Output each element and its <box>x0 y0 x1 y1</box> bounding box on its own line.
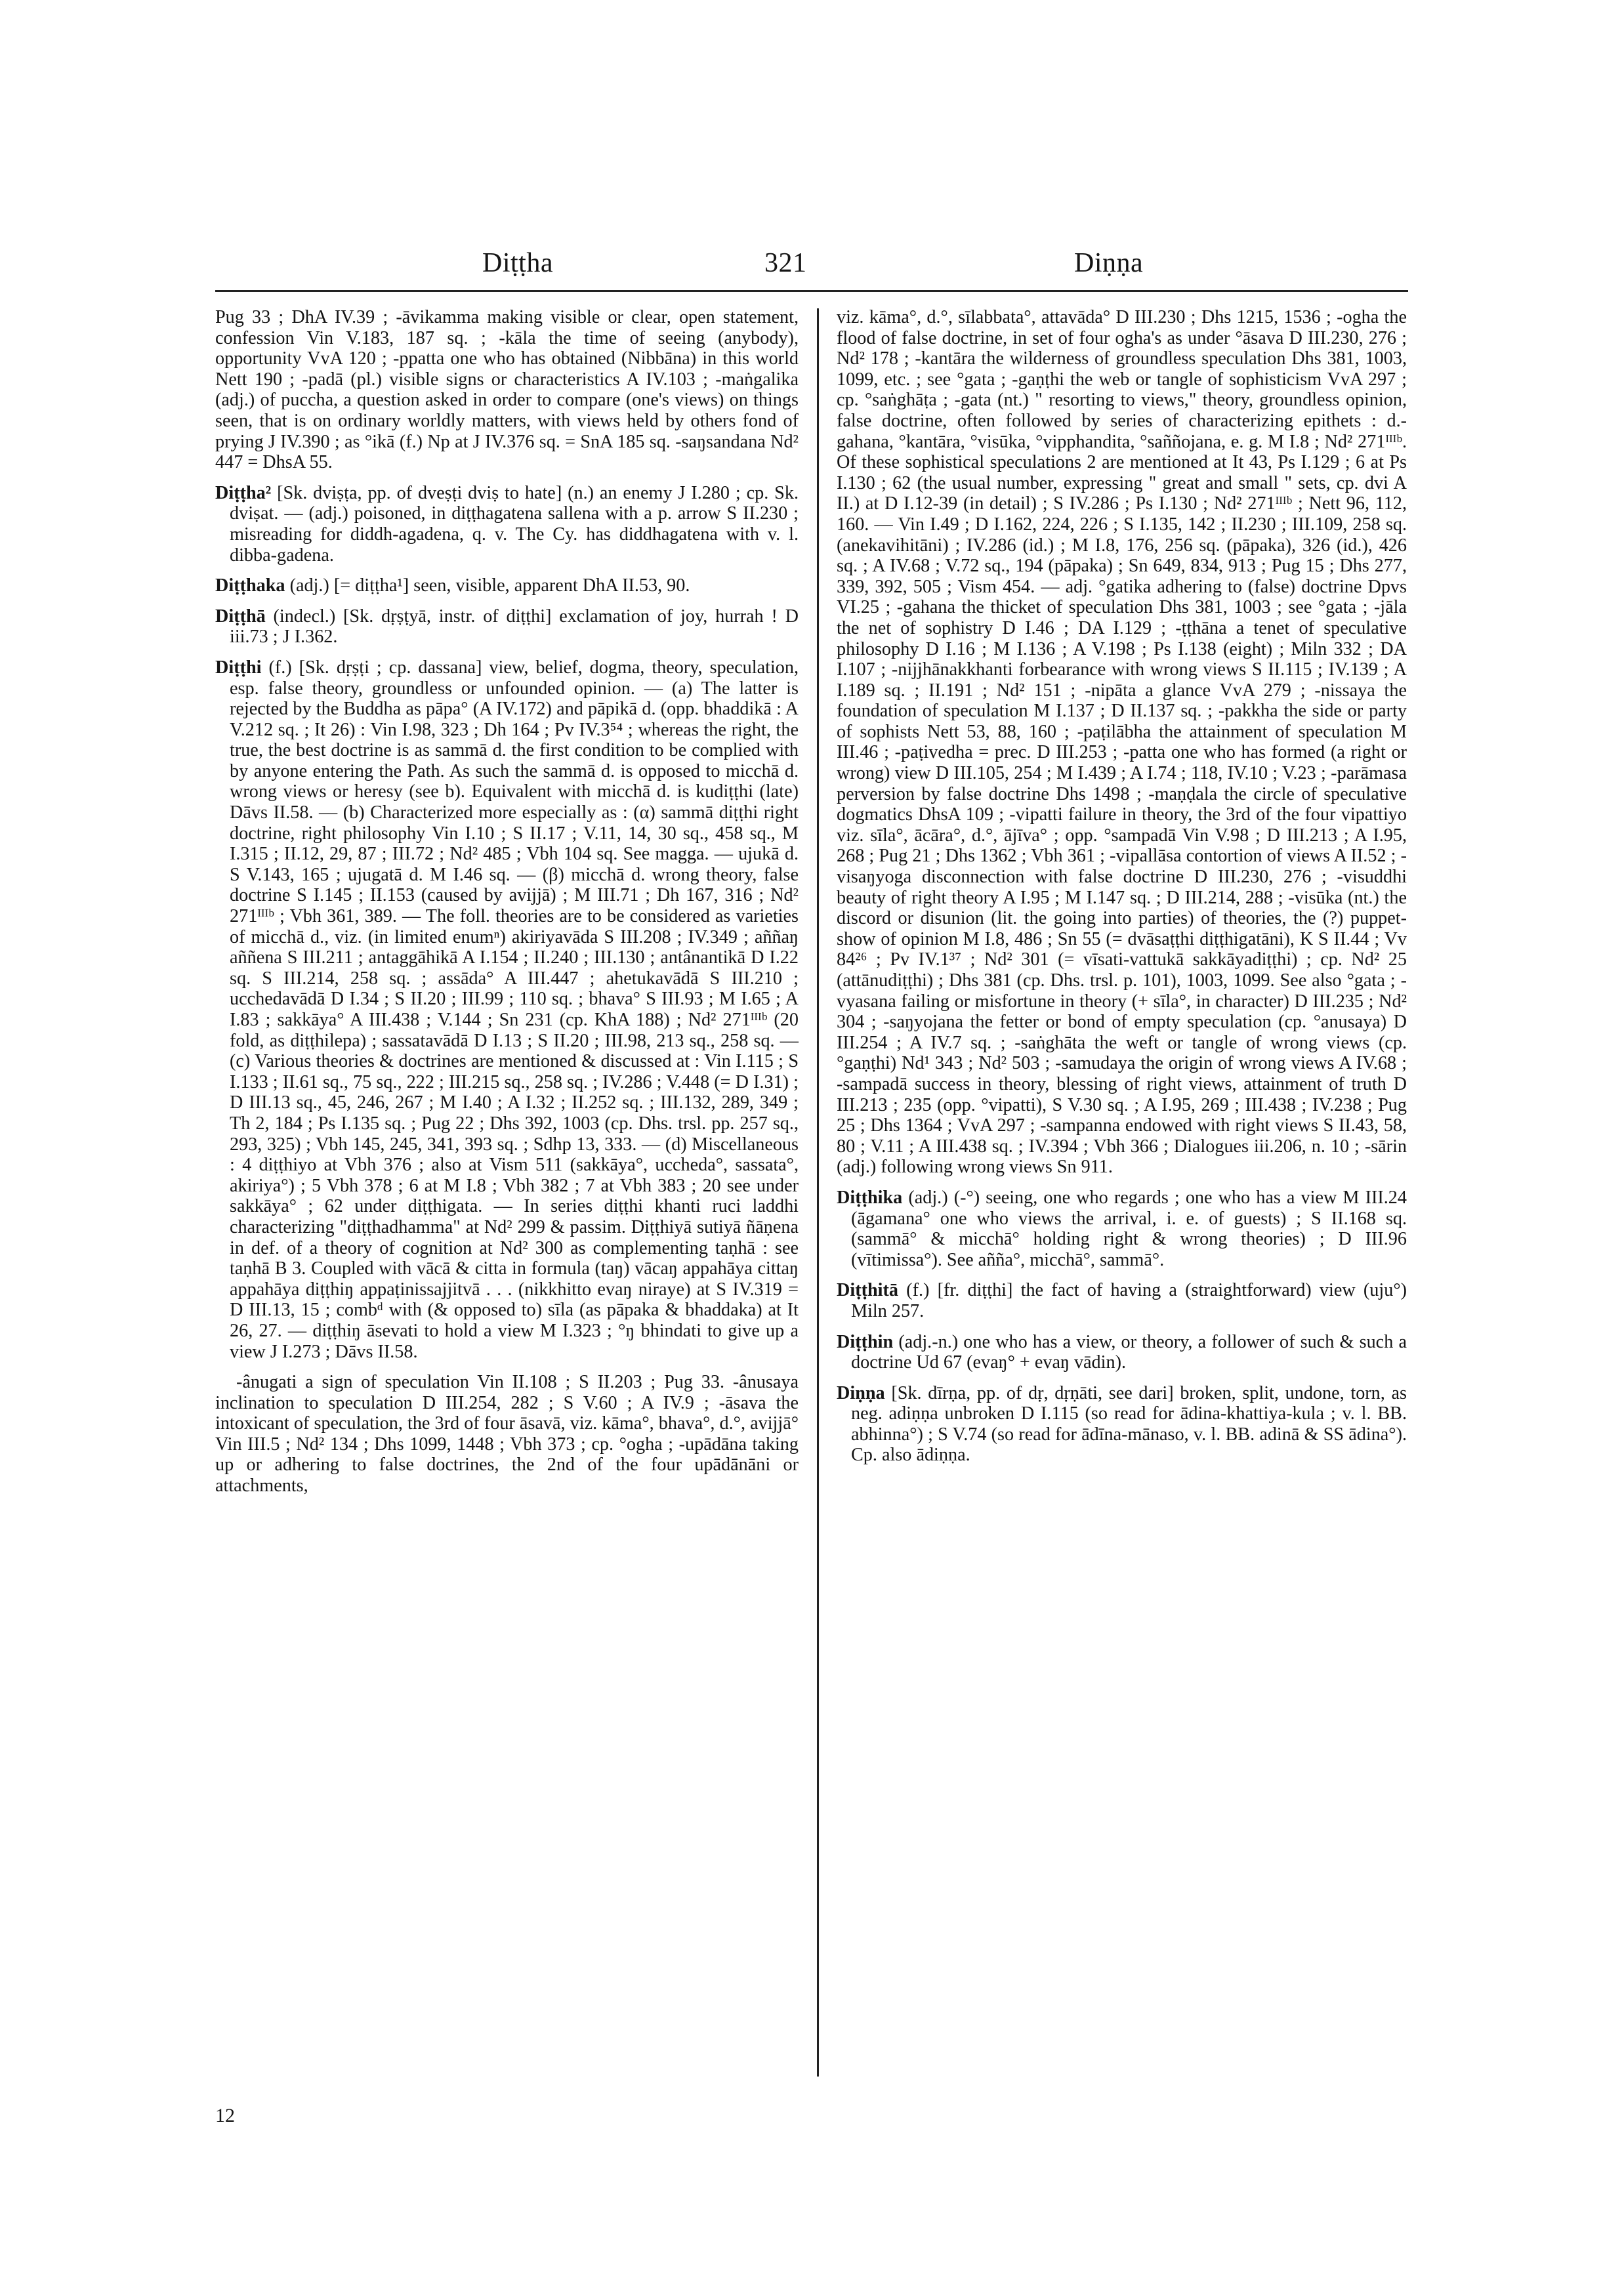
entry-headword: Diṭṭhin <box>837 1331 894 1352</box>
running-head-left: Diṭṭha <box>482 248 553 278</box>
entry-headword: Diṭṭhi <box>215 657 262 678</box>
continued-entry-text <box>215 307 799 473</box>
dictionary-entry <box>215 575 799 596</box>
entry-headword: Diṇṇa <box>837 1382 885 1403</box>
dictionary-entry <box>215 483 799 566</box>
dictionary-entry <box>837 1280 1407 1321</box>
entry-body: (adj.-n.) one who has a view, or theory, a follower of such & such a doctrine Ud 67 (evaŋ° + evaŋ vādin). <box>851 1331 1407 1373</box>
page-number: 321 <box>764 248 807 278</box>
running-head-right: Diṇṇa <box>1074 248 1144 278</box>
dictionary-entry <box>837 1188 1407 1270</box>
entry-headword: Diṭṭhitā <box>837 1280 898 1301</box>
right-column <box>837 307 1407 1476</box>
entry-headword: Diṭṭhā <box>215 606 266 627</box>
entry-body: -ânugati a sign of speculation Vin II.108 ; S II.203 ; Pug 33. -ânusaya inclination to speculation D III.254, 282 ; S V.60 ; A IV.9 ; -āsava the intoxicant of speculation, the 3rd of four āsavā, viz. kāma°, bhava°, d.°, avijjā° Vin III.5 ; Nd² 134 ; Dhs 1099, 1448 ; Vbh 373 ; cp. °ogha ; -upādāna taking up or adhering to false doctrines, the 2nd of the four upādānāni or attachments, <box>215 1372 799 1497</box>
dictionary-entry <box>215 606 799 648</box>
dictionary-entry <box>215 657 799 1362</box>
dictionary-entry <box>837 1383 1407 1466</box>
header-rule <box>215 290 1408 292</box>
entry-body: (adj.) [= diṭṭha¹] seen, visible, apparent DhA II.53, 90. <box>285 575 690 596</box>
column-divider <box>817 308 819 2077</box>
entry-body: (adj.) (-°) seeing, one who regards ; one who has a view M III.24 (āgamana° one who views the arrival, i. e. of guests) ; S II.168 sq. (sammā° & micchā° holding right & wrong theories) ; D III.96 (vītimissa°). See añña°, micchā°, sammā°. <box>851 1187 1407 1270</box>
left-column <box>215 307 799 1506</box>
compound-list-paragraph <box>215 1372 799 1497</box>
entry-body: (f.) [fr. diṭṭhi] the fact of having a (straightforward) view (uju°) Miln 257. <box>851 1280 1407 1321</box>
dictionary-entry <box>837 1332 1407 1373</box>
entry-headword: Diṭṭhika <box>837 1187 903 1208</box>
entry-body: (indecl.) [Sk. dṛṣṭyā, instr. of diṭṭhi] exclamation of joy, hurrah ! D iii.73 ; J I.362. <box>230 606 799 648</box>
entry-headword: Diṭṭha² <box>215 482 272 503</box>
entry-body: viz. kāma°, d.°, sīlabbata°, attavāda° D III.230 ; Dhs 1215, 1536 ; -ogha the flood of false doctrine, in set of four ogha's as under °āsava D III.230, 276 ; Nd² 178 ; -kantāra the wilderness of groundless speculation Dhs 381, 1003, 1099, etc. ; see °gata ; -gaṇṭhi the web or tangle of sophisticism VvA 297 ; cp. °saṅghāṭa ; -gata (nt.) " resorting to views," theory, groundless opinion, false doctrine, often followed by series of characterizing epithets : d.-gahana, °kantāra, °visūka, °vipphandita, °saññojana, e. g. M I.8 ; Nd² 271ᴵᴵᴵᵇ. Of these sophistical speculations 2 are mentioned at It 43, Ps I.129 ; 6 at Ps I.130 ; 62 (the usual number, expressing " great and small " sets, cp. dvi A II.) at D I.12-39 (in detail) ; S IV.286 ; Ps I.130 ; Nd² 271ᴵᴵᴵᵇ ; Nett 96, 112, 160. — Vin I.49 ; D I.162, 224, 226 ; S I.135, 142 ; II.230 ; III.109, 258 sq. (anekavihitāni) ; IV.286 (id.) ; M I.8, 176, 256 sq. (pāpaka), 326 (id.), 426 sq. ; A IV.68 ; V.72 sq., 194 (pāpaka) ; Sn 649, 834, 913 ; Pug 15 ; Dhs 277, 339, 392, 505 ; Vism 454. — adj. °gatika adhering to (false) doctrine Dpvs VI.25 ; -gahana the thicket of speculation Dhs 381, 1003 ; see °gata ; -jāla the net of sophistry D I.46 ; DA I.129 ; -ṭṭhāna a tenet of speculative philosophy D I.16 ; M I.136 ; A V.198 ; Ps I.138 (eight) ; Miln 332 ; DA I.107 ; -nijjhānakkhanti forbearance with wrong views S II.115 ; IV.139 ; A I.189 sq. ; II.191 ; Nd² 151 ; -nipāta a glance VvA 279 ; -nissaya the foundation of speculation M I.137 ; D II.137 sq. ; -pakkha the side or party of sophists Nett 53, 88, 160 ; -paṭilābha the attainment of speculation M III.46 ; -paṭivedha = prec. D III.253 ; -patta one who has formed (a right or wrong) view D III.105, 254 ; M I.439 ; A I.74 ; 118, IV.10 ; V.23 ; -parāmasa perversion by false doctrine Dhs 1498 ; -maṇḍala the circle of speculative dogmatics DhsA 109 ; -vipatti failure in theory, the 3rd of the four vipattiyo viz. sīla°, ācāra°, d.°, ājīva° ; opp. °sampadā Vin V.98 ; D III.213 ; A I.95, 268 ; Pug 21 ; Dhs 1362 ; Vbh 361 ; -vipallāsa contortion of views A II.52 ; -visaŋyoga disconnection with false doctrine D III.230, 276 ; -visuddhi beauty of right theory A I.95 ; M I.147 sq. ; D III.214, 288 ; -visūka (nt.) the discord or disunion (lit. the going into parties) of theories, the (?) puppet-show of opinion M I.8, 486 ; Sn 55 (= dvāsaṭṭhi diṭṭhigatāni), K S II.44 ; Vv 84²⁶ ; Pv IV.1³⁷ ; Nd² 301 (= vīsati-vattukā sakkāyadiṭṭhi) ; cp. Nd² 25 (attānudiṭṭhi) ; Dhs 381 (cp. Dhs. trsl. p. 101), 1003, 1099. See also °gata ; -vyasana failing or misfortune in theory (+ sīla°, in character) D III.235 ; Nd² 304 ; -saŋyojana the fetter or bond of empty speculation (cp. °anusaya) D III.254 ; A IV.7 sq. ; -saṅghāta the weft or tangle of wrong views (cp. °gaṇṭhi) Nd¹ 343 ; Nd² 503 ; -samudaya the origin of wrong views A IV.68 ; -sampadā success in theory, blessing of right views, attainment of truth D III.213 ; 235 (opp. °vipatti), S V.30 sq. ; A I.95, 269 ; III.438 ; IV.238 ; Pug 25 ; Dhs 1364 ; VvA 297 ; -sampanna endowed with right views S II.43, 58, 80 ; V.11 ; A III.438 sq. ; IV.394 ; Vbh 366 ; Dialogues iii.206, n. 10 ; -sārin (adj.) following wrong views Sn 911. <box>837 307 1407 1178</box>
continued-entry-text <box>837 307 1407 1178</box>
entry-headword: Diṭṭhaka <box>215 575 285 596</box>
entry-body: (f.) [Sk. dṛṣṭi ; cp. dassana] view, belief, dogma, theory, speculation, esp. false theory, groundless or unfounded opinion. — (a) The latter is rejected by the Buddha as pāpa° (A IV.172) and pāpikā d. (opp. bhaddikā : A V.212 sq. ; It 26) : Vin I.98, 323 ; Dh 164 ; Pv IV.3⁵⁴ ; whereas the right, the true, the best doctrine is as sammā d. the first condition to be complied with by anyone entering the Path. As such the sammā d. is opposed to micchā d. wrong views or heresy (see b). Equivalent with micchā d. is kudiṭṭhi (late) Dāvs II.58. — (b) Characterized more especially as : (α) sammā diṭṭhi right doctrine, right philosophy Vin I.10 ; S II.17 ; V.11, 14, 30 sq., 458 sq., M I.315 ; II.12, 29, 87 ; III.72 ; Nd² 485 ; Vbh 104 sq. See magga. — ujukā d. S V.143, 165 ; ujugatā d. M I.46 sq. — (β) micchā d. wrong theory, false doctrine S I.145 ; II.153 (caused by avijjā) ; M III.71 ; Dh 167, 316 ; Nd² 271ᴵᴵᴵᵇ ; Vbh 361, 389. — The foll. theories are to be considered as varieties of micchā d., viz. (in limited enumⁿ) akiriyavāda S III.208 ; IV.349 ; aññaŋ aññena S III.211 ; antaggāhikā A I.154 ; II.240 ; III.130 ; antânantikā D I.22 sq. S III.214, 258 sq. ; assāda° A III.447 ; ahetukavādā S III.210 ; ucchedavādā D I.34 ; S II.20 ; III.99 ; 110 sq. ; bhava° S III.93 ; M I.65 ; A I.83 ; sakkāya° A III.438 ; V.144 ; Sn 231 (cp. KhA 188) ; Nd² 271ᴵᴵᴵᵇ (20 fold, as diṭṭhilepa) ; sassatavādā D I.13 ; S II.20 ; III.98, 213 sq., 258 sq. — (c) Various theories & doctrines are mentioned & discussed at : Vin I.115 ; S I.133 ; II.61 sq., 75 sq., 222 ; III.215 sq., 258 sq. ; IV.286 ; V.448 (= D I.31) ; D III.13 sq., 45, 246, 267 ; M I.40 ; A I.32 ; II.252 sq. ; III.132, 289, 349 ; Th 2, 184 ; Ps I.135 sq. ; Pug 22 ; Dhs 392, 1003 (cp. Dhs. trsl. pp. 257 sq., 293, 325) ; Vbh 145, 245, 341, 393 sq. ; Sdhp 13, 333. — (d) Miscellaneous : 4 diṭṭhiyo at Vbh 376 ; also at Vism 511 (sakkāya°, uccheda°, sassata°, akiriya°) ; 5 Vbh 378 ; 6 at M I.8 ; Vbh 382 ; 7 at Vbh 383 ; 20 see under sakkāya° ; 62 under diṭṭhigata. — In series diṭṭhi khanti ruci laddhi characterizing "diṭṭhadhamma" at Nd² 299 & passim. Diṭṭhiyā sutiyā ñāṇena in def. of a theory of cognition at Nd² 300 as complementing taṇhā : see taṇhā B 3. Coupled with vācā & citta in formula (taŋ) vācaŋ appahāya cittaŋ appahāya diṭṭhiŋ appaṭinissajjitvā . . . (nikkhitto evaŋ niraye) at S IV.319 = D III.13, 15 ; combᵈ with (& opposed to) sīla (as pāpaka & bhaddaka) at It 26, 27. — diṭṭhiŋ āsevati to hold a view M I.323 ; °ŋ bhindati to give up a view J I.273 ; Dāvs II.58. <box>230 657 799 1362</box>
signature-mark: 12 <box>215 2105 235 2126</box>
entry-body: [Sk. dviṣṭa, pp. of dveṣṭi dviṣ to hate] (n.) an enemy J I.280 ; cp. Sk. dviṣat. — (adj.) poisoned, in diṭṭhagatena sallena with a p. arrow S II.230 ; misreading for diddh-agadena, q. v. The Cy. has diddhagatena with v. l. dibba-gadena. <box>230 482 799 566</box>
entry-body: [Sk. dīrṇa, pp. of dṛ, dṛṇāti, see dari] broken, split, undone, torn, as neg. adiṇṇa unbroken D I.115 (so read for ādina-khattiya-kula ; v. l. BB. abhinna°) ; S V.74 (so read for ādīna-mānaso, v. l. BB. adinā & SS ādina°). Cp. also ādiṇṇa. <box>851 1382 1407 1466</box>
entry-body: Pug 33 ; DhA IV.39 ; -āvikamma making visible or clear, open statement, confession Vin V.183, 187 sq. ; -kāla the time of seeing (anybody), opportunity VvA 120 ; -ppatta one who has obtained (Nibbāna) in this world Nett 190 ; -padā (pl.) visible signs or characteristics A IV.103 ; -maṅgalika (adj.) of puccha, a question asked in order to compare (one's views) on things seen, that is on ordinary worldly matters, with views held by others fond of prying J IV.390 ; as °ikā (f.) Np at J IV.376 sq. = SnA 185 sq. -saŋsandana Nd² 447 = DhsA 55. <box>215 307 799 473</box>
